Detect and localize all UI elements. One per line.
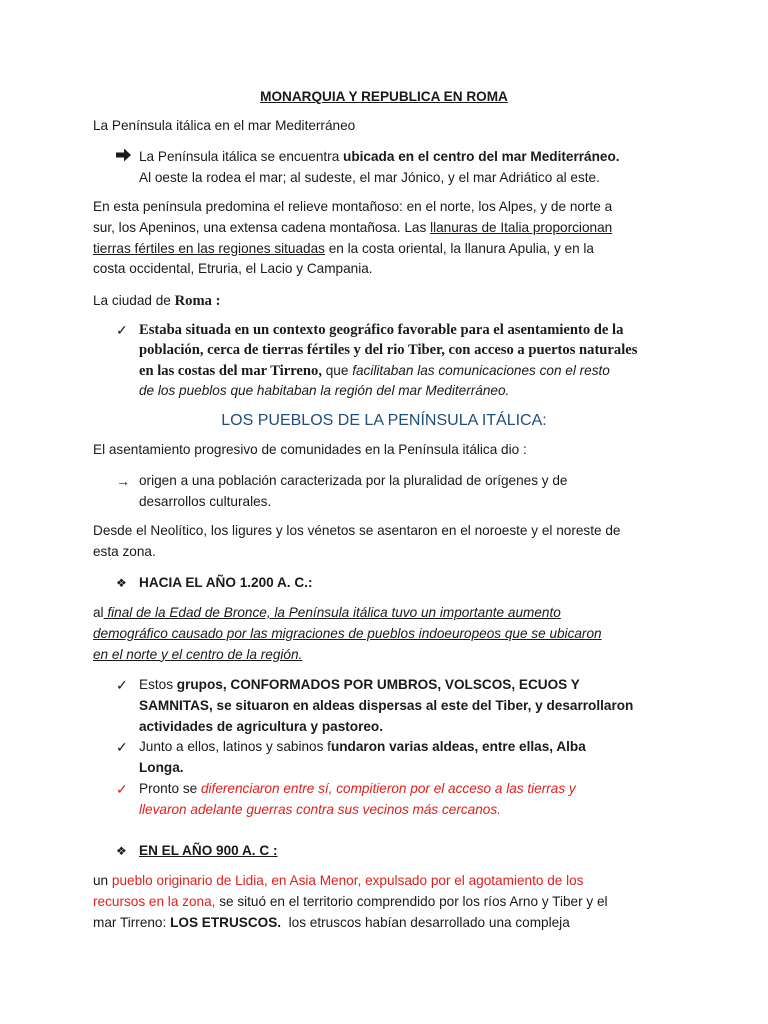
italic-underlined-text: final de la Edad de Bronce, la Península itálica tuvo un importante aumento — [103, 605, 561, 620]
roma-line — [93, 291, 683, 312]
red-italic-text: diferenciaron entre sí, compitieron por el acceso a las tierras y — [200, 781, 576, 796]
roma-colon: : — [211, 293, 221, 309]
section-heading: LOS PUEBLOS DE LA PENÍNSULA ITÁLICA: — [221, 412, 547, 429]
bullet-bold-text: ubicada en el centro del mar Mediterráneo. — [343, 149, 620, 164]
roma-prefix: La ciudad de — [93, 293, 175, 308]
red-text: recursos en la zona, — [93, 893, 216, 909]
etruscos-bold: LOS ETRUSCOS. — [170, 914, 282, 930]
roma-bullet — [139, 320, 684, 402]
groups-bullet — [139, 675, 684, 737]
paragraph-text: sur, los Apeninos, una extensa cadena montañosa. Las — [93, 219, 431, 235]
paragraph-text: en la costa oriental, la llanura Apulia, y en la — [324, 240, 594, 256]
underlined-text: tierras fértiles en las regiones situadas — [93, 240, 325, 256]
four-diamond-bullet-icon: ❖ — [116, 576, 127, 590]
roma-bullet-line: Estaba situada en un contexto geográfico favorable para el asentamiento de la — [139, 322, 624, 338]
paragraph-text: mar Tirreno: — [93, 914, 171, 930]
neolithic-paragraph — [93, 521, 683, 563]
bullet-text: Pronto se — [139, 781, 201, 796]
bullet-text: La Península itálica se encuentra — [139, 149, 344, 164]
underlined-text: llanuras de Italia proporcionan — [430, 219, 613, 235]
thin-right-arrow-icon: → — [116, 473, 130, 489]
bullet-text: Junto a ellos, latinos y sabinos f — [139, 739, 331, 754]
bullet-bold-line: SAMNITAS, se situaron en aldeas dispersas al este del Tiber, y desarrollaron — [139, 697, 634, 713]
roma-bullet-bold: en las costas del mar Tirreno, — [139, 362, 322, 379]
origin-bullet — [139, 471, 684, 513]
italic-underlined-line: demográfico causado por las migraciones de pueblos indoeuropeos que se ubicaron — [93, 625, 602, 641]
italic-underlined-line: en el norte y el centro de la región. — [93, 646, 303, 662]
bold-right-arrow-icon — [116, 147, 136, 168]
intro-line: La Península itálica en el mar Mediterráneo — [93, 118, 356, 133]
checkmark-icon: ✓ — [116, 677, 128, 693]
bullet-text: Estos — [139, 677, 177, 692]
roma-word: Roma — [174, 293, 212, 309]
checkmark-icon: ✓ — [116, 739, 128, 755]
relief-paragraph — [93, 197, 683, 280]
conflict-bullet — [139, 779, 684, 821]
bullet-bold-line: actividades de agricultura y pastoreo. — [139, 718, 384, 734]
paragraph-line: En esta península predomina el relieve montañoso: en el norte, los Alpes, y de norte a — [93, 199, 613, 214]
location-bullet — [139, 147, 684, 189]
roma-bullet-text: que — [321, 362, 353, 378]
checkmark-icon: ✓ — [116, 322, 128, 338]
bullet-bold-line: Longa. — [139, 759, 184, 775]
paragraph-text: los etruscos habían desarrollado una compleja — [281, 914, 570, 930]
bullet-text-line2: Al oeste la rodea el mar; al sudeste, el mar Jónico, y el mar Adriático al este. — [139, 169, 600, 185]
roma-bullet-italic: facilitaban las comunicaciones con el resto — [352, 362, 610, 378]
origin-bullet-line: origen a una población caracterizada por la pluralidad de orígenes y de — [139, 473, 568, 488]
latinos-bullet — [139, 737, 684, 779]
bullet-bold-text: grupos, CONFORMADOS POR UMBROS, VOLSCOS, ECUOS Y — [176, 677, 580, 692]
etruscans-paragraph — [93, 871, 683, 933]
four-diamond-bullet-icon: ❖ — [116, 844, 127, 858]
roma-bullet-line: población, cerca de tierras fértiles y del rio Tiber, con acceso a puertos naturales — [139, 342, 638, 359]
paragraph-text: se situó en el territorio comprendido por los ríos Arno y Tiber y el — [215, 893, 608, 909]
bronze-age-paragraph — [93, 603, 683, 665]
paragraph-line: esta zona. — [93, 543, 156, 559]
paragraph-line: Desde el Neolítico, los ligures y los vénetos se asentaron en el noroeste y el noreste de — [93, 523, 621, 538]
paragraph-text: al — [93, 605, 104, 620]
red-italic-line: llevaron adelante guerras contra sus vecinos más cercanos. — [139, 801, 501, 817]
red-checkmark-icon: ✓ — [116, 781, 128, 797]
bullet-bold-text: undaron varias aldeas, entre ellas, Alba — [330, 739, 586, 754]
subheading-900: EN EL AÑO 900 A. C : — [139, 843, 278, 858]
red-text: pueblo originario de Lidia, en Asia Menor, expulsado por el agotamiento de los — [111, 873, 584, 888]
paragraph-line: costa occidental, Etruria, el Lacio y Campania. — [93, 261, 373, 277]
origin-bullet-line: desarrollos culturales. — [139, 493, 272, 509]
document-title: MONARQUIA Y REPUBLICA EN ROMA — [260, 89, 508, 104]
settlement-line: El asentamiento progresivo de comunidades en la Península itálica dio : — [93, 442, 527, 457]
roma-bullet-italic-line: de los pueblos que habitaban la región del mar Mediterráneo. — [139, 383, 510, 399]
subheading-1200: HACIA EL AÑO 1.200 A. C.: — [139, 575, 313, 590]
paragraph-text: un — [93, 873, 112, 888]
